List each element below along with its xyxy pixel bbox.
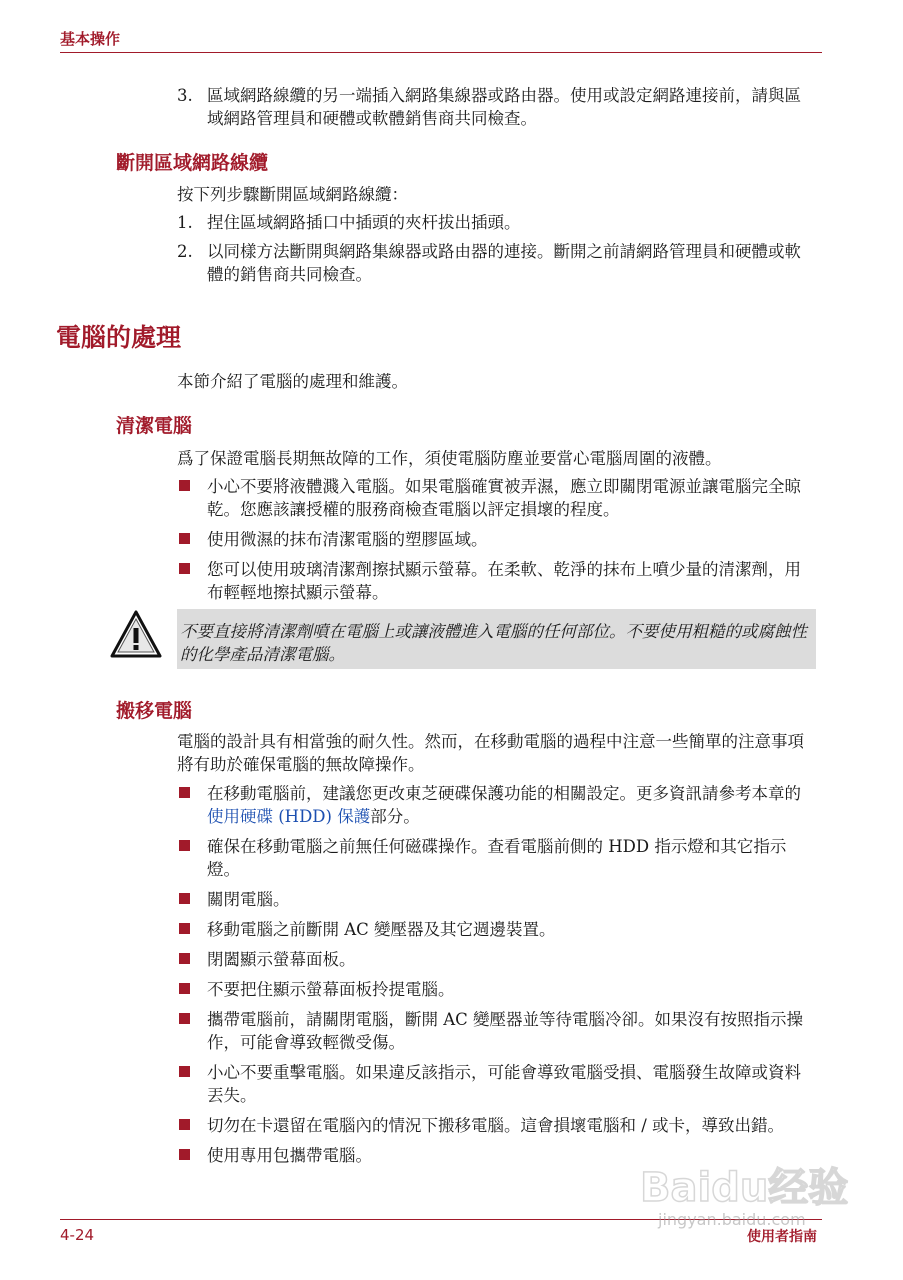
- list-item-text: 使用微濕的抹布清潔電腦的塑膠區域。: [207, 530, 488, 549]
- hdd-protection-link[interactable]: 使用硬碟 (HDD) 保護: [207, 807, 371, 826]
- list-item-text: 部分。: [370, 807, 420, 826]
- list-item-text: 小心不要重擊電腦。如果違反該指示，可能會導致電腦受損、電腦發生故障或資料丟失。: [207, 1063, 801, 1105]
- list-item-text: 閉闔顯示螢幕面板。: [207, 950, 356, 969]
- list-item: [177, 1008, 817, 1054]
- list-item: [177, 978, 817, 1001]
- list-item: [177, 1114, 817, 1137]
- list-item-text: 在移動電腦前，建議您更改東芝硬碟保護功能的相關設定。更多資訊請參考本章的: [207, 784, 801, 803]
- bullet-square-icon: [179, 1119, 190, 1130]
- bullet-square-icon: [179, 893, 190, 904]
- list-item: [177, 948, 817, 971]
- step-text: 區域網路線纜的另一端插入網路集線器或路由器。使用或設定網路連接前，請與區域網路管理員和硬體或軟體銷售商共同檢查。: [207, 86, 801, 128]
- list-item-text: 確保在移動電腦之前無任何磁碟操作。查看電腦前側的 HDD 指示燈和其它指示燈。: [207, 837, 787, 879]
- cleaning-lead: 爲了保證電腦長期無故障的工作，須使電腦防塵並要當心電腦周圍的液體。: [177, 449, 722, 468]
- step-text: 以同樣方法斷開與網路集線器或路由器的連接。斷開之前請網路管理員和硬體或軟體的銷售商共同檢查。: [207, 242, 801, 284]
- step-number: 3.: [177, 86, 193, 105]
- list-item: [177, 835, 817, 881]
- step-number: 1.: [177, 213, 193, 232]
- header-rule: [60, 52, 822, 53]
- warning-icon: [110, 610, 162, 660]
- bullet-square-icon: [179, 923, 190, 934]
- watermark-logo: [640, 1148, 850, 1240]
- bullet-square-icon: [179, 840, 190, 851]
- list-item-text: 您可以使用玻璃清潔劑擦拭顯示螢幕。在柔軟、乾淨的抹布上噴少量的清潔劑，用布輕輕地擦拭顯示螢幕。: [207, 560, 801, 602]
- disconnect-heading: 斷開區域網路線纜: [116, 152, 269, 174]
- moving-heading: 搬移電腦: [116, 700, 193, 722]
- caution-text: 不要直接將清潔劑噴在電腦上或讓液體進入電腦的任何部位。不要使用粗糙的或腐蝕性的化學產品清潔電腦。: [180, 622, 807, 664]
- list-item: [177, 558, 817, 604]
- list-item-text: 關閉電腦。: [207, 890, 290, 909]
- list-item-text: 不要把住顯示螢幕面板拎提電腦。: [207, 980, 455, 999]
- care-intro: 本節介紹了電腦的處理和維護。: [177, 372, 408, 391]
- bullet-square-icon: [179, 1013, 190, 1024]
- footer-title: 使用者指南: [747, 1229, 817, 1245]
- list-item: [177, 888, 817, 911]
- bullet-square-icon: [179, 983, 190, 994]
- list-item: [177, 1061, 817, 1107]
- list-item-text: 移動電腦之前斷開 AC 變壓器及其它週邊裝置。: [207, 920, 556, 939]
- connect-step-3: [177, 84, 817, 130]
- step-number: 2.: [177, 242, 193, 261]
- bullet-square-icon: [179, 953, 190, 964]
- disconnect-step-1: [177, 211, 817, 234]
- bullet-square-icon: [179, 480, 190, 491]
- bullet-square-icon: [179, 563, 190, 574]
- step-text: 捏住區域網路插口中插頭的夾杆拔出插頭。: [207, 213, 521, 232]
- disconnect-lead: 按下列步驟斷開區域網路線纜：: [177, 185, 408, 204]
- list-item: [177, 475, 817, 521]
- bullet-square-icon: [179, 1149, 190, 1160]
- page-number: 4-24: [60, 1226, 95, 1244]
- list-item: [177, 918, 817, 941]
- list-item: [177, 782, 817, 828]
- bullet-square-icon: [179, 787, 190, 798]
- list-item-text: 使用專用包攜帶電腦。: [207, 1146, 372, 1165]
- list-item-text: 攜帶電腦前，請關閉電腦，斷開 AC 變壓器並等待電腦冷卻。如果沒有按照指示操作，可能會導致輕微受傷。: [207, 1010, 804, 1052]
- cleaning-heading: 清潔電腦: [116, 415, 193, 437]
- watermark-url: jingyan.baidu.com: [658, 1210, 806, 1229]
- cleaning-list: [177, 475, 817, 611]
- disconnect-step-2: [177, 240, 817, 286]
- list-item: [177, 528, 817, 551]
- moving-lead: 電腦的設計具有相當強的耐久性。然而，在移動電腦的過程中注意一些簡單的注意事項將有助於確保電腦的無故障操作。: [177, 732, 804, 774]
- watermark-brand: Baidu经验: [640, 1165, 849, 1211]
- bullet-square-icon: [179, 533, 190, 544]
- care-heading: 電腦的處理: [56, 323, 182, 352]
- moving-list: [177, 782, 817, 1174]
- list-item-text: 切勿在卡還留在電腦內的情況下搬移電腦。這會損壞電腦和 / 或卡，導致出錯。: [207, 1116, 785, 1135]
- list-item-text: 小心不要將液體濺入電腦。如果電腦確實被弄濕，應立即關閉電源並讓電腦完全晾乾。您應該讓授權的服務商檢查電腦以評定損壞的程度。: [207, 477, 801, 519]
- bullet-square-icon: [179, 1066, 190, 1077]
- running-header: 基本操作: [60, 30, 121, 48]
